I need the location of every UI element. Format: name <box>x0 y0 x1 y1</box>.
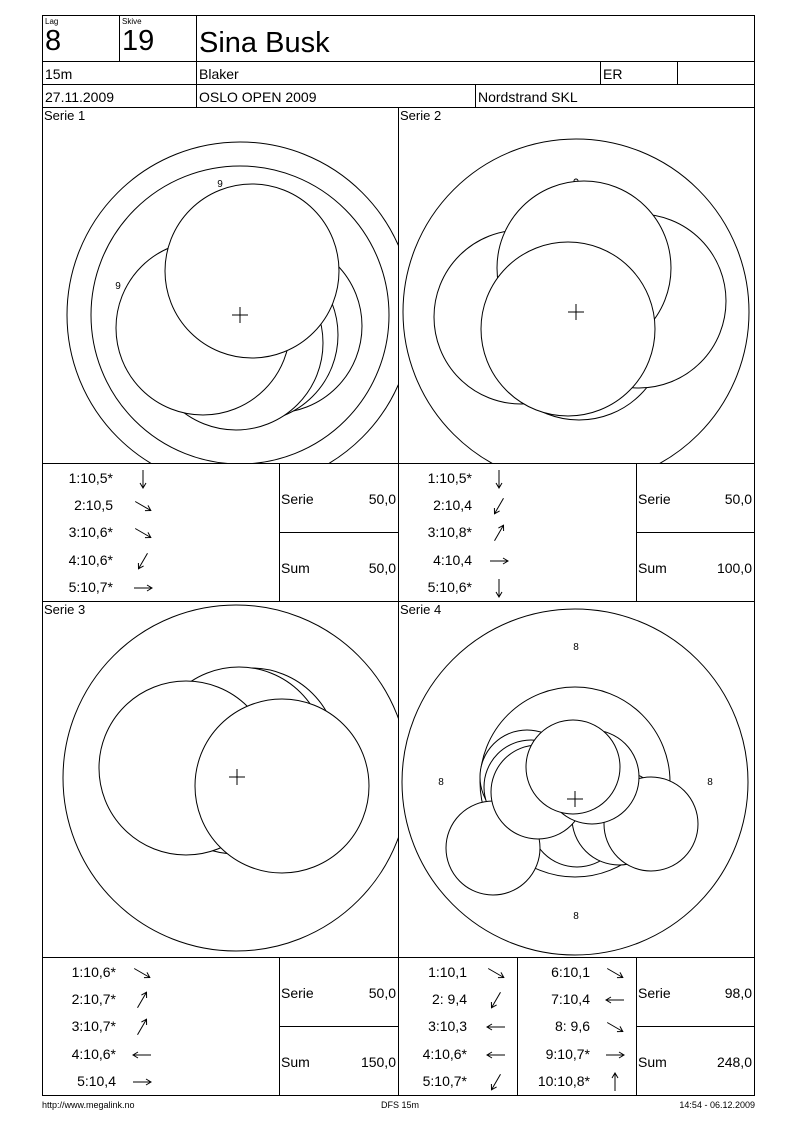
serie-1-sum-label: Sum <box>281 560 310 576</box>
shot-direction-arrow-icon <box>131 1072 153 1092</box>
skive-cell <box>119 15 197 62</box>
serie-2-serie-box <box>636 463 755 533</box>
serie-4-serie-label: Serie <box>638 985 671 1001</box>
serie-3-serie-value: 50,0 <box>368 985 396 1001</box>
shot-direction-arrow-icon <box>131 1045 153 1065</box>
shot-direction-arrow-icon <box>131 1017 153 1037</box>
distance-cell <box>42 61 197 85</box>
date: 27.11.2009 <box>45 89 115 105</box>
shot-score: 8: 9,6 <box>554 1018 590 1034</box>
serie-1-target <box>43 108 398 463</box>
serie-2-serie-value: 50,0 <box>724 491 752 507</box>
shot-direction-arrow-icon <box>485 1072 507 1092</box>
serie-1-serie-value: 50,0 <box>368 491 396 507</box>
shot-score: 5:10,7* <box>422 1073 467 1089</box>
lag-value: 8 <box>45 25 62 57</box>
shot-score: 4:10,6* <box>68 552 113 568</box>
serie-2-target <box>399 108 754 463</box>
club-cell <box>196 61 601 85</box>
serie-2-serie-label: Serie <box>638 491 671 507</box>
shot-score: 3:10,3 <box>428 1018 467 1034</box>
ring-label: 8 <box>573 642 579 653</box>
shot-score: 3:10,8* <box>427 524 472 540</box>
class-cell <box>600 61 678 85</box>
serie-3-serie-box <box>279 957 399 1027</box>
shot-score: 10:10,8* <box>537 1073 590 1089</box>
serie-2-sum-label: Sum <box>638 560 667 576</box>
serie-4-sum-value: 248,0 <box>716 1054 752 1070</box>
serie-4-sum-box <box>636 1026 755 1096</box>
shot-score: 1:10,1 <box>428 964 467 980</box>
shot-direction-arrow-icon <box>485 1017 507 1037</box>
class: ER <box>603 66 623 82</box>
ring-label: 9 <box>115 281 121 292</box>
serie-3-target-panel <box>42 601 399 958</box>
serie-3-sum-label: Sum <box>281 1054 310 1070</box>
shot-direction-arrow-icon <box>488 551 510 571</box>
serie-3-target <box>43 602 398 957</box>
serie-1-label: Serie 1 <box>44 108 86 123</box>
shot-score: 2:10,7* <box>71 991 116 1007</box>
shot-score: 2:10,5 <box>74 497 113 513</box>
shot-direction-arrow-icon <box>485 963 507 983</box>
serie-3-label: Serie 3 <box>44 602 86 617</box>
serie-4-serie-box <box>636 957 755 1027</box>
shot-score: 3:10,6* <box>68 524 113 540</box>
shot-direction-arrow-icon <box>131 963 153 983</box>
shot-direction-arrow-icon <box>604 990 626 1010</box>
shot-hole <box>526 720 620 814</box>
shot-direction-arrow-icon <box>604 1045 626 1065</box>
serie-1-sum-value: 50,0 <box>368 560 396 576</box>
skive-value: 19 <box>122 25 155 57</box>
shot-score: 1:10,6* <box>71 964 116 980</box>
skive-label: Skive <box>122 17 142 26</box>
shot-direction-arrow-icon <box>485 1045 507 1065</box>
shot-score: 5:10,6* <box>427 579 472 595</box>
serie-3-sum-value: 150,0 <box>360 1054 396 1070</box>
shot-score: 4:10,6* <box>71 1046 116 1062</box>
shot-hole <box>481 242 655 416</box>
footer-center: DFS 15m <box>380 1100 420 1110</box>
shooter-name-cell <box>196 15 755 62</box>
serie-4-serie-value: 98,0 <box>724 985 752 1001</box>
serie-4-target <box>399 602 754 957</box>
shot-direction-arrow-icon <box>488 469 510 489</box>
serie-4-sum-label: Sum <box>638 1054 667 1070</box>
shot-score: 4:10,6* <box>422 1046 467 1062</box>
serie-1-sum-box <box>279 532 399 602</box>
shot-score: 5:10,4 <box>77 1073 116 1089</box>
shot-direction-arrow-icon <box>132 469 154 489</box>
shot-score: 2:10,4 <box>433 497 472 513</box>
date-cell <box>42 84 197 108</box>
lag-label: Lag <box>45 17 59 26</box>
serie-2-sum-value: 100,0 <box>716 560 752 576</box>
organizer: Nordstrand SKL <box>478 89 578 105</box>
shot-score: 7:10,4 <box>551 991 590 1007</box>
ring-label: 8 <box>707 777 713 788</box>
ring-label: 8 <box>438 777 444 788</box>
shot-hole <box>165 184 339 358</box>
shot-direction-arrow-icon <box>485 990 507 1010</box>
serie-3-sum-box <box>279 1026 399 1096</box>
footer-url[interactable]: http://www.megalink.no <box>42 1100 135 1110</box>
shot-direction-arrow-icon <box>132 551 154 571</box>
serie-2-label: Serie 2 <box>400 108 442 123</box>
shot-score: 2: 9,4 <box>431 991 467 1007</box>
shot-direction-arrow-icon <box>488 496 510 516</box>
shot-direction-arrow-icon <box>604 1072 626 1092</box>
shot-score: 4:10,4 <box>433 552 472 568</box>
footer-timestamp: 14:54 - 06.12.2009 <box>679 1100 755 1110</box>
shot-score: 5:10,7* <box>68 579 113 595</box>
competition: OSLO OPEN 2009 <box>199 89 317 105</box>
serie-3-serie-label: Serie <box>281 985 314 1001</box>
serie-2-sum-box <box>636 532 755 602</box>
shot-direction-arrow-icon <box>604 1017 626 1037</box>
ring-label: 8 <box>573 911 579 922</box>
shot-score: 6:10,1 <box>551 964 590 980</box>
ring-label: 9 <box>217 179 223 190</box>
serie-1-serie-label: Serie <box>281 491 314 507</box>
serie-4-target-panel <box>398 601 755 958</box>
shot-score: 1:10,5* <box>68 470 113 486</box>
shot-direction-arrow-icon <box>132 496 154 516</box>
shot-score: 1:10,5* <box>427 470 472 486</box>
competition-cell <box>196 84 476 108</box>
club: Blaker <box>199 66 239 82</box>
serie-1-serie-box <box>279 463 399 533</box>
shot-direction-arrow-icon <box>132 523 154 543</box>
serie-2-target-panel <box>398 107 755 464</box>
shot-direction-arrow-icon <box>488 523 510 543</box>
shooter-name: Sina Busk <box>199 27 330 59</box>
shot-direction-arrow-icon <box>488 578 510 598</box>
shot-hole <box>195 699 369 873</box>
shot-direction-arrow-icon <box>131 990 153 1010</box>
lag-cell <box>42 15 120 62</box>
shot-direction-arrow-icon <box>604 963 626 983</box>
shot-score: 9:10,7* <box>545 1046 590 1062</box>
serie-4-label: Serie 4 <box>400 602 442 617</box>
shot-score: 3:10,7* <box>71 1018 116 1034</box>
organizer-cell <box>475 84 755 108</box>
serie-1-target-panel <box>42 107 399 464</box>
distance: 15m <box>45 66 73 82</box>
empty-cell <box>677 61 755 85</box>
shot-direction-arrow-icon <box>132 578 154 598</box>
